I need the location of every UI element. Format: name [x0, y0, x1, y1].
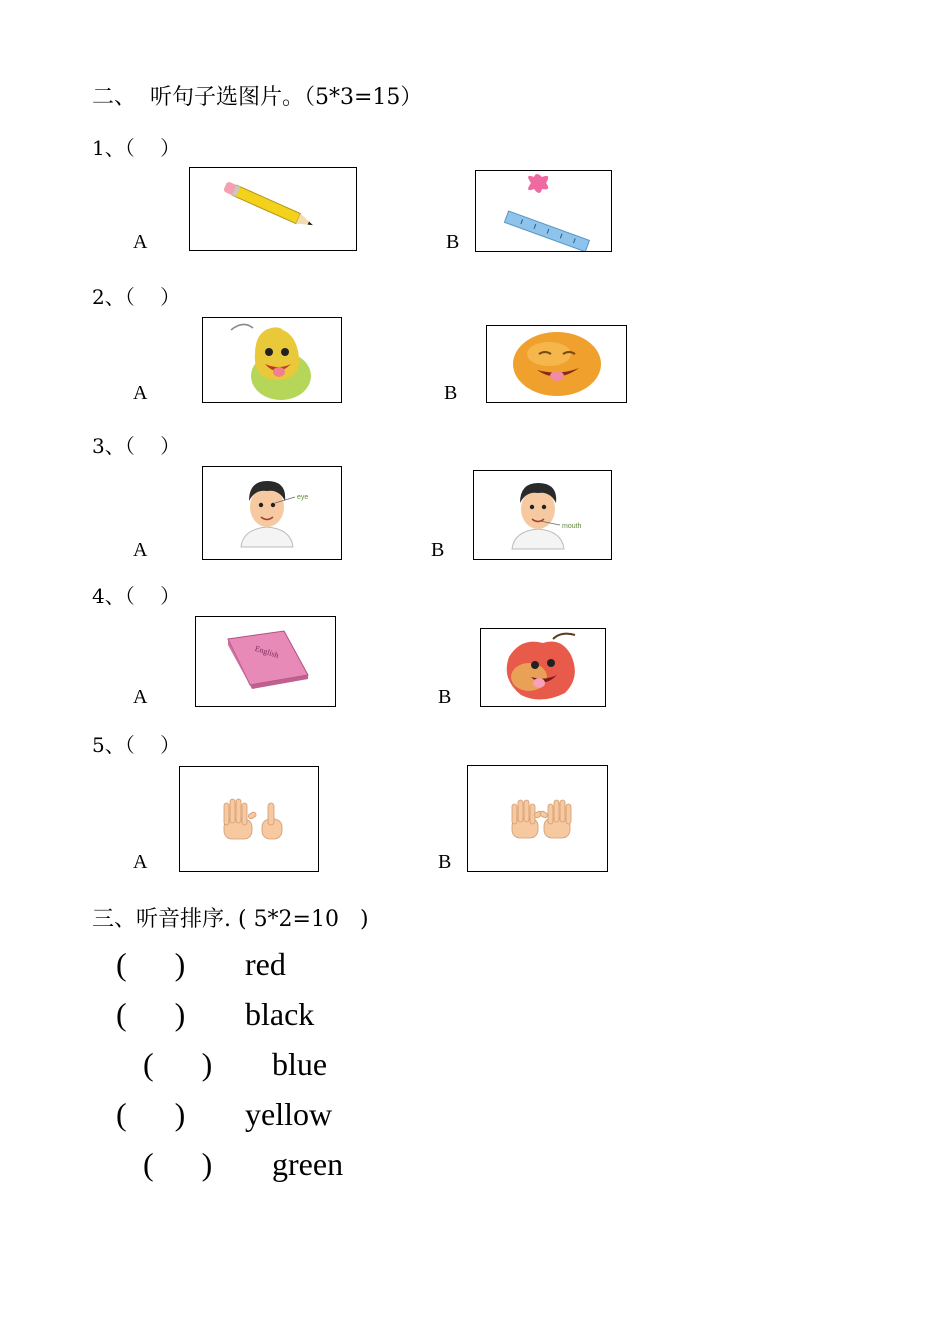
section3-heading: 三、听音排序. ( 5*2=10 )	[92, 907, 369, 932]
answer-blank-black[interactable]: ( )	[116, 996, 186, 1032]
q5-option-b-label: B	[438, 851, 452, 873]
q3-option-a-label: A	[133, 539, 148, 561]
question-5-number: 5、（ ）	[92, 733, 181, 757]
q2-option-a-image[interactable]	[202, 317, 342, 403]
boy-eye-icon	[203, 467, 341, 559]
question-4-number: 4、（ ）	[92, 584, 181, 608]
six-fingers-icon	[180, 767, 318, 871]
word-yellow: yellow	[245, 1096, 333, 1132]
word-blue: blue	[272, 1046, 328, 1082]
answer-blank-red[interactable]: ( )	[116, 946, 186, 982]
q2-option-a-label: A	[133, 382, 148, 404]
pear-icon	[203, 318, 341, 402]
word-black: black	[245, 996, 315, 1032]
question-3-number: 3、（ ）	[92, 434, 181, 458]
q1-option-a-image[interactable]	[189, 167, 357, 251]
q4-option-a-image[interactable]	[195, 616, 336, 707]
apple-icon	[481, 629, 605, 706]
pencil-icon	[190, 168, 356, 250]
orange-icon	[487, 326, 626, 402]
ruler-icon	[476, 171, 611, 251]
q1-option-b-image[interactable]	[475, 170, 612, 252]
q5-option-a-image[interactable]	[179, 766, 319, 872]
q1-option-b-label: B	[446, 231, 460, 253]
q4-option-b-label: B	[438, 686, 452, 708]
answer-blank-green[interactable]: ( )	[143, 1146, 213, 1182]
english-book-icon	[196, 617, 335, 706]
svg-text:mouth: mouth	[562, 523, 582, 530]
svg-text:English: English	[253, 643, 280, 660]
q2-option-b-image[interactable]	[486, 325, 627, 403]
q2-option-b-label: B	[444, 382, 458, 404]
answer-blank-yellow[interactable]: ( )	[116, 1096, 186, 1132]
q3-option-b-image[interactable]	[473, 470, 612, 560]
word-green: green	[272, 1146, 344, 1182]
q5-option-a-label: A	[133, 851, 148, 873]
q5-option-b-image[interactable]	[467, 765, 608, 872]
boy-mouth-icon	[474, 471, 611, 559]
q1-option-a-label: A	[133, 231, 148, 253]
q4-option-b-image[interactable]	[480, 628, 606, 707]
question-2-number: 2、（ ）	[92, 285, 181, 309]
q3-option-a-image[interactable]	[202, 466, 342, 560]
answer-blank-blue[interactable]: ( )	[143, 1046, 213, 1082]
svg-text:eye: eye	[297, 494, 309, 501]
q4-option-a-label: A	[133, 686, 148, 708]
word-red: red	[245, 946, 286, 982]
section2-heading: 二、 听句子选图片。（5*3=15）	[92, 85, 423, 110]
ten-fingers-icon	[468, 766, 607, 871]
question-1-number: 1、（ ）	[92, 136, 181, 160]
q3-option-b-label: B	[431, 539, 445, 561]
